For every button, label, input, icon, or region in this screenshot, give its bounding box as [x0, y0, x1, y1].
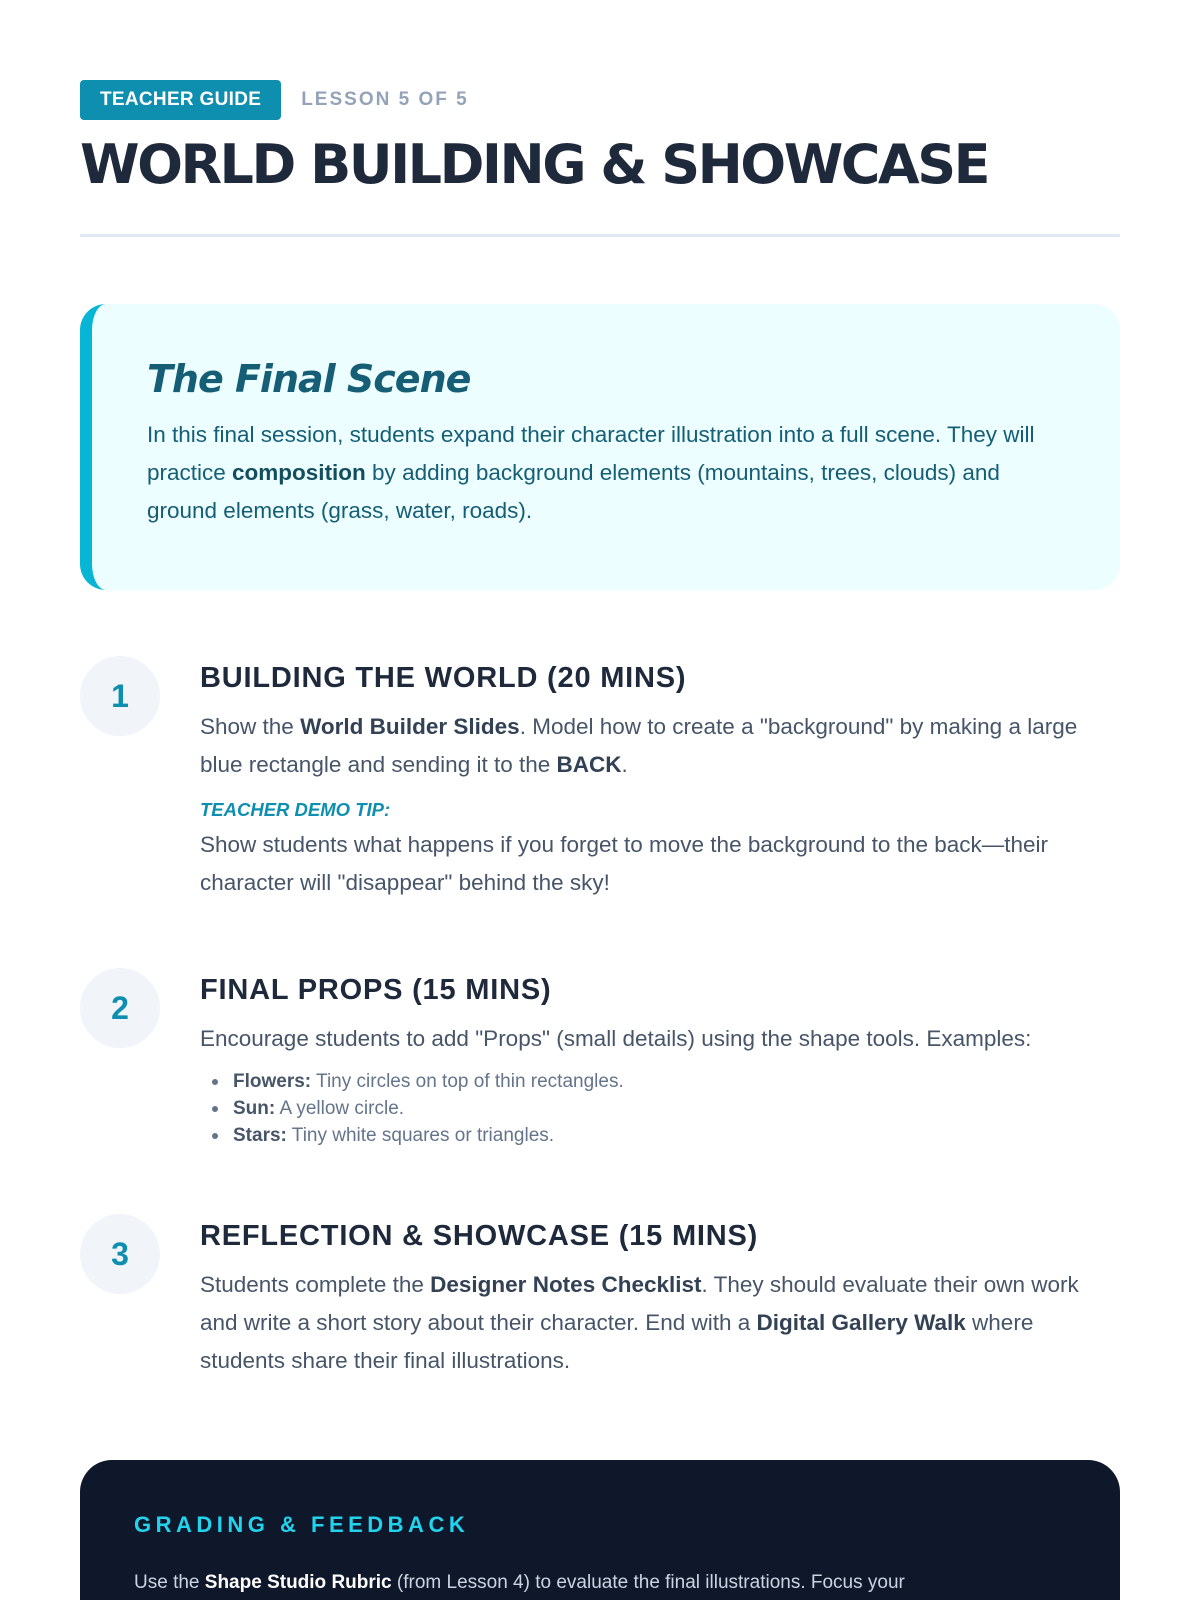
grading-rubric-name: Shape Studio Rubric: [204, 1572, 392, 1593]
list-item-desc: Tiny white squares or triangles.: [286, 1125, 555, 1146]
step-body-3: [200, 1214, 1120, 1380]
list-item-term: Sun:: [233, 1098, 276, 1119]
step-1-bold-2: BACK: [556, 752, 622, 777]
intro-text-part-2: by adding background elements (mountains, trees, clouds) and ground elements (grass, water, roads).: [147, 460, 1000, 523]
header-divider: [80, 234, 1120, 237]
list-item: [212, 1068, 1120, 1095]
step-text-2: Encourage students to add "Props" (small details) using the shape tools. Examples:: [200, 1026, 1032, 1051]
header-meta: [80, 80, 469, 120]
step-title-2: FINAL PROPS (15 MINS): [200, 974, 552, 1006]
step-body-2: [200, 968, 1120, 1149]
intro-callout: [80, 304, 1120, 590]
grading-feedback-box: [80, 1460, 1120, 1600]
page-title: WORLD BUILDING & SHOWCASE: [80, 133, 988, 196]
intro-text-bold: composition: [232, 460, 366, 485]
list-item: [212, 1095, 1120, 1122]
list-item-desc: A yellow circle.: [275, 1098, 405, 1119]
step-3-bold-1: Designer Notes Checklist: [430, 1272, 702, 1297]
step-text-1: [200, 708, 1120, 784]
step-1-bold-1: World Builder Slides: [300, 714, 520, 739]
step-3-text-part-3: where students share their final illustrations.: [200, 1310, 1034, 1373]
list-item-term: Stars:: [233, 1125, 287, 1146]
list-item-desc: Tiny circles on top of thin rectangles.: [311, 1071, 624, 1092]
list-item-term: Flowers:: [233, 1071, 312, 1092]
grading-text-part-1: Use the: [134, 1572, 205, 1593]
intro-title: The Final Scene: [147, 357, 471, 401]
step-3-text-part-2: . They should evaluate their own work and write a short story about their character. End with a: [200, 1272, 1079, 1335]
grading-text-part-2: (from Lesson 4) to evaluate the final illustrations. Focus your: [391, 1572, 905, 1593]
step-1-text-part-2: . Model how to create a "background" by making a large blue rectangle and sending it to the: [200, 714, 1078, 777]
step-number-2: 2: [80, 968, 160, 1048]
step-number-3: 3: [80, 1214, 160, 1294]
step-1-text-part-1: Show the: [200, 714, 301, 739]
step-body-1: [200, 656, 1120, 902]
step-title-3: REFLECTION & SHOWCASE (15 MINS): [200, 1220, 759, 1252]
props-examples-list: [200, 1068, 1120, 1149]
teacher-demo-tip-text: Show students what happens if you forget to move the background to the back—their character will "disappear" behind the sky!: [200, 832, 1049, 895]
step-number-1: 1: [80, 656, 160, 736]
step-1-text-part-3: .: [621, 752, 628, 777]
teacher-demo-tip-label: TEACHER DEMO TIP:: [200, 799, 391, 820]
step-3-bold-2: Digital Gallery Walk: [756, 1310, 966, 1335]
teacher-guide-badge: TEACHER GUIDE: [80, 80, 281, 120]
list-item: [212, 1122, 1120, 1149]
step-text-3: [200, 1266, 1120, 1380]
intro-text: [147, 416, 1064, 530]
lesson-counter: LESSON 5 OF 5: [301, 89, 469, 110]
lesson-page: [80, 0, 1120, 1600]
grading-text: [134, 1568, 1066, 1598]
intro-text-part-1: In this final session, students expand their character illustration into a full scene. They will practice: [147, 422, 1035, 485]
step-title-1: BUILDING THE WORLD (20 MINS): [200, 662, 687, 694]
grading-title: GRADING & FEEDBACK: [134, 1512, 470, 1537]
step-3-text-part-1: Students complete the: [200, 1272, 431, 1297]
